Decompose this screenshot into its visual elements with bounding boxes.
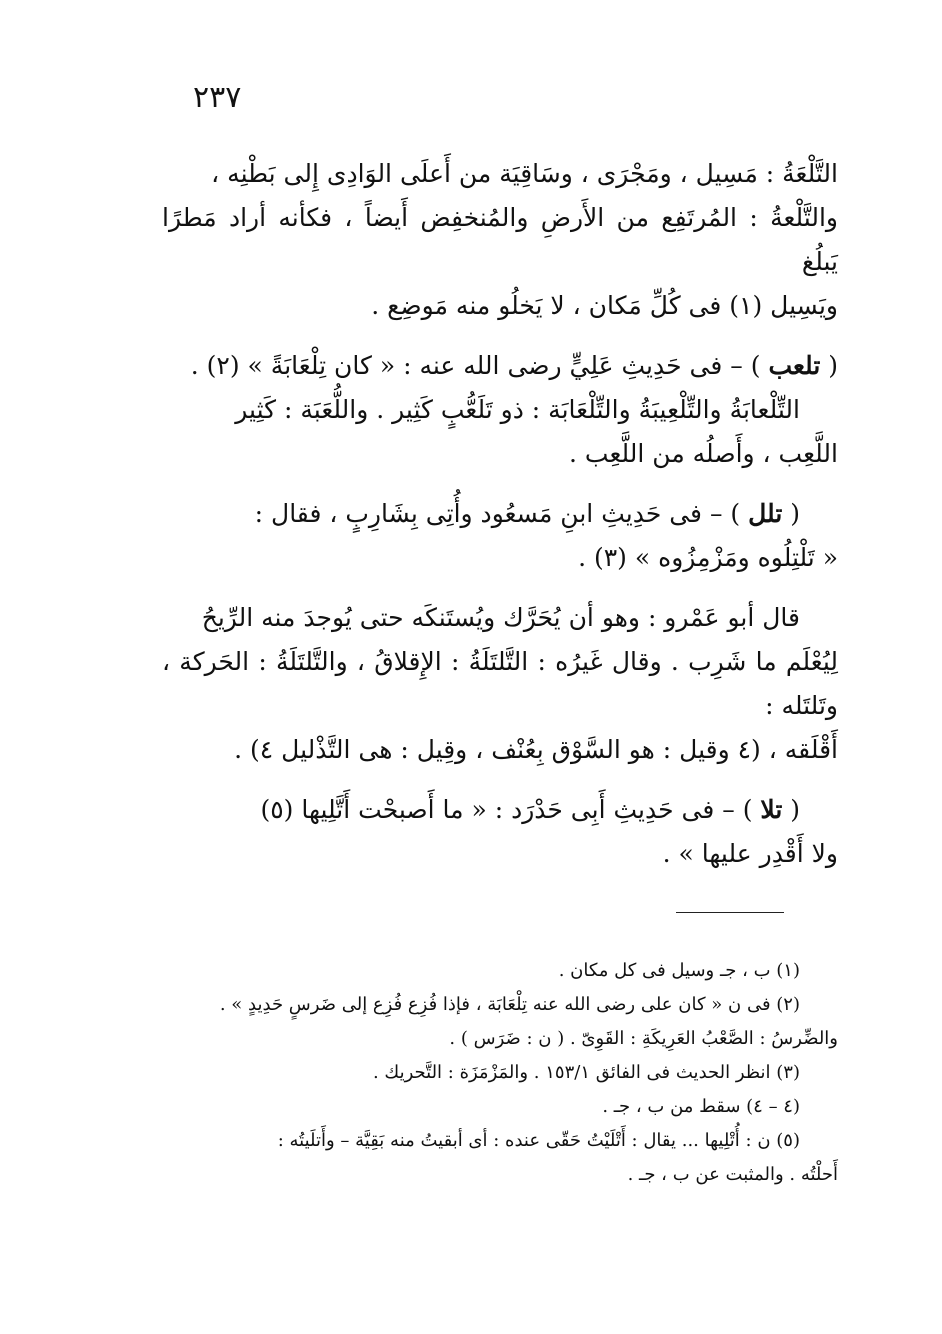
- text-line: ولا أَقْدِر عليها » .: [662, 839, 838, 868]
- footnote: (٢) فى ن « كان على رضى الله عنه تِلْعَابَة ، فإذا فُزِع فُزِع إلى ضَرسٍ حَدِيدٍ » .: [219, 994, 800, 1015]
- text-line: لِيُعْلَم ما شَرِب . وقال غَيرُه : التَّلتَلَةُ : الإِقلاقُ ، والتَّلتَلَةُ : الحَركة ، وتَلتَله :: [162, 647, 838, 720]
- footnote: (٤ – ٤) سقط من ب ، جـ .: [602, 1096, 800, 1117]
- page-number: ٢٣٧: [193, 80, 242, 115]
- entry-heading-tl3b: ( تلعب ) – فى حَدِيثِ عَلِيٍّ رضى الله عنه : « كان تِلْعَابَةً » (٢) .: [190, 351, 838, 380]
- text-line: ويَسِيل (١) فى كُلِّ مَكان ، لا يَخلُو منه مَوضِع .: [371, 291, 838, 320]
- footnote: (١) ب ، جـ وسيل فى كل مكان .: [558, 960, 800, 981]
- footnote: (٥) ن : أُتْلِيها ... يقال : أَتْلَيْتُ حَقّى عنده : أى أبقيتُ منه بَقِيَّة – وأَتلَيتُه :: [277, 1130, 800, 1151]
- footnote: أَحلْتُه . والمثبت عن ب ، جـ .: [627, 1164, 838, 1185]
- entry-keyword: تلعب: [768, 351, 821, 380]
- text-line: والتَّلْعةُ : المُرتَفِع من الأَرضِ والمُنخفِض أَيضاً ، فكأنه أراد مَطرًا يَبلُغ: [162, 203, 838, 276]
- text-line: أَقْلَقه ، (٤ وقيل : هو السَّوْق بِعُنْف ، وقِيل : هى التَّذْليل ٤) .: [234, 735, 838, 764]
- main-text: [162, 152, 838, 876]
- text-line: التَّلْعَةُ : مَسِيل ، ومَجْرَى ، وسَاقِيَة من أَعلَى الوَادِى إِلى بَطْنِه ،: [211, 159, 838, 188]
- entry-heading-tll: ( تلل ) – فى حَدِيثِ ابنِ مَسعُود وأُتِى بِشَارِبٍ ، فقال :: [254, 499, 800, 528]
- entry-keyword: تلا: [760, 795, 783, 824]
- text-line: قال أبو عَمْرو : وهو أن يُحَرَّك ويُستَنكَه حتى يُوجدَ منه الرِّيحُ: [201, 603, 800, 632]
- text-line: « تَلْتِلُوه ومَزْمِزُوه » (٣) .: [578, 543, 838, 572]
- footnote: (٣) انظر الحديث فى الفائق ١٥٣/١ . والمَزْمَزَة : التَّحريك .: [372, 1062, 800, 1083]
- text-line: اللَّعِب ، وأَصلُه من اللَّعِب .: [569, 439, 838, 468]
- entry-heading-tla: ( تلا ) – فى حَدِيثِ أَبِى حَدْرَد : « ما أَصبحْت أَتَّلِيها (٥): [260, 795, 800, 824]
- entry-keyword: تلل: [748, 499, 783, 528]
- footnote: والضِّرسُ : الصَّعْبُ العَرِيكَةِ : القَوِىّ . ( ن : ضَرَس ) .: [449, 1028, 838, 1049]
- text-line: التِّلْعابَةُ والتِّلْعِيبَةُ والتِّلْعَابَة : ذو تَلَعُّبٍ كَثِير . واللُّعَبَة : كَثِير: [235, 395, 800, 424]
- footnote-divider: [676, 912, 784, 913]
- footnotes: [162, 954, 838, 1192]
